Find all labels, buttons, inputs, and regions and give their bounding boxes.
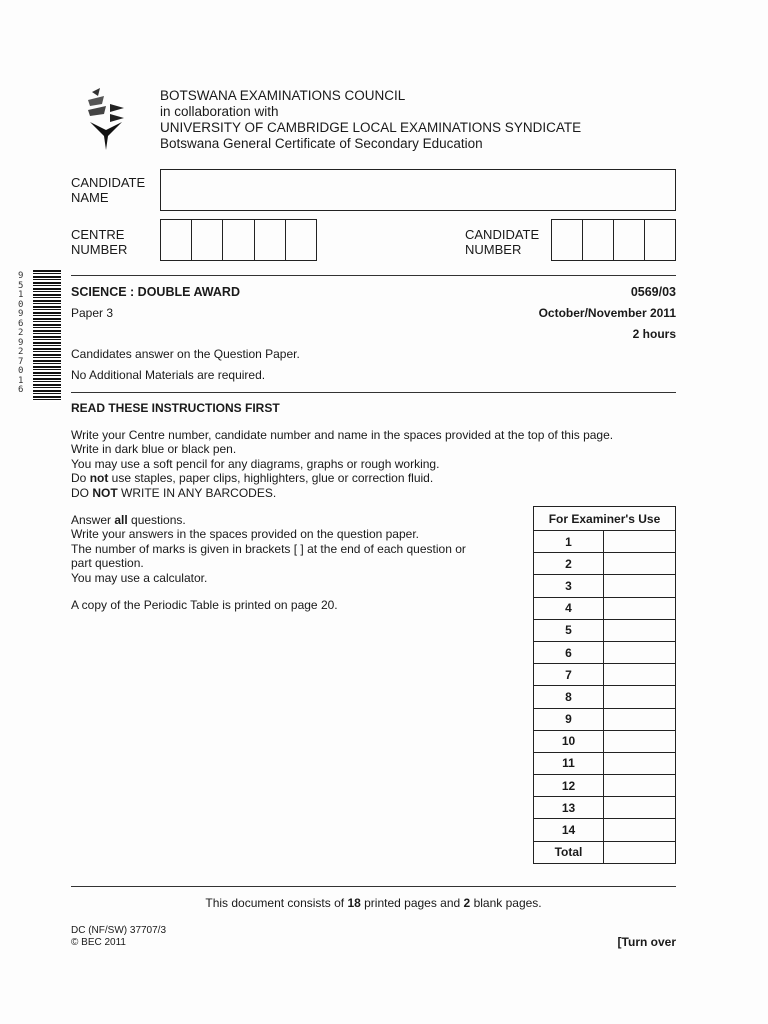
turn-over: [Turn over (617, 935, 676, 949)
examiner-row (534, 819, 676, 841)
divider-top (71, 275, 676, 276)
examiner-row (534, 797, 676, 819)
mark-cell[interactable] (604, 686, 676, 708)
mark-cell[interactable] (604, 775, 676, 797)
candidate-number-boxes[interactable] (551, 219, 676, 261)
page-count-note: This document consists of 18 printed pages and 2 blank pages. (205, 896, 542, 910)
answer-line: Answer all questions. (71, 513, 186, 527)
instruction-line: Write in dark blue or black pen. (71, 442, 237, 456)
question-number: 12 (534, 775, 604, 797)
candidate-name-box[interactable] (160, 169, 676, 211)
mark-cell[interactable] (604, 819, 676, 841)
examiner-use-title: For Examiner's Use (534, 507, 676, 531)
mark-cell[interactable] (604, 664, 676, 686)
question-number: 1 (534, 531, 604, 553)
candidate-name-label: CANDIDATE NAME (71, 175, 146, 205)
examiner-row (534, 664, 676, 686)
council-name: BOTSWANA EXAMINATIONS COUNCIL (160, 88, 406, 103)
centre-number-boxes[interactable] (160, 219, 317, 261)
examiner-row (534, 708, 676, 730)
mark-cell[interactable] (604, 553, 676, 575)
examiner-row (534, 641, 676, 663)
examiner-row (534, 730, 676, 752)
examiner-row (534, 575, 676, 597)
paper-number: Paper 3 (71, 306, 114, 320)
periodic-table-note: A copy of the Periodic Table is printed on page 20. (71, 598, 338, 612)
centre-number-label: CENTRE NUMBER (71, 227, 128, 257)
instruction-line: DO NOT WRITE IN ANY BARCODES. (71, 486, 277, 500)
examiner-row (534, 531, 676, 553)
question-number: 6 (534, 641, 604, 663)
examiner-row (534, 597, 676, 619)
answer-line: You may use a calculator. (71, 571, 208, 585)
instruction-line: You may use a soft pencil for any diagrams, graphs or rough working. (71, 457, 440, 471)
question-number: 9 (534, 708, 604, 730)
answer-line: part question. (71, 556, 144, 570)
copyright: © BEC 2011 (71, 937, 126, 948)
mark-cell[interactable] (604, 752, 676, 774)
bec-logo (84, 86, 128, 152)
instruction-line: Do not use staples, paper clips, highlighters, glue or correction fluid. (71, 471, 434, 485)
barcode (33, 270, 61, 402)
candidate-number-label: CANDIDATE NUMBER (465, 227, 540, 257)
examiner-total-row (534, 841, 676, 863)
question-number: 3 (534, 575, 604, 597)
certificate-name: Botswana General Certificate of Secondary Education (160, 136, 483, 151)
question-number: 7 (534, 664, 604, 686)
examiner-row (534, 686, 676, 708)
divider-footer (71, 886, 676, 887)
question-number: 14 (534, 819, 604, 841)
answer-line: Write your answers in the spaces provided on the question paper. (71, 527, 419, 541)
examiner-row (534, 619, 676, 641)
question-number: 11 (534, 752, 604, 774)
subject-title: SCIENCE : DOUBLE AWARD (71, 285, 240, 299)
barcode-number: 9 5 1 0 9 6 2 9 2 7 0 1 6 (18, 271, 24, 395)
question-number: 10 (534, 730, 604, 752)
instruction-line: Write your Centre number, candidate number and name in the spaces provided at the top of this page. (71, 428, 614, 442)
question-number: 13 (534, 797, 604, 819)
exam-session: October/November 2011 (538, 306, 676, 320)
total-mark-cell[interactable] (604, 841, 676, 863)
examiner-use-table (533, 506, 676, 864)
answer-line: The number of marks is given in brackets [ ] at the end of each question or (71, 542, 466, 556)
syndicate-name: UNIVERSITY OF CAMBRIDGE LOCAL EXAMINATIONS SYNDICATE (160, 120, 582, 135)
paper-code: 0569/03 (630, 285, 676, 299)
examiner-row (534, 553, 676, 575)
mark-cell[interactable] (604, 797, 676, 819)
question-number: 2 (534, 553, 604, 575)
mark-cell[interactable] (604, 708, 676, 730)
collaboration-text: in collaboration with (160, 104, 279, 119)
mark-cell[interactable] (604, 597, 676, 619)
examiner-row (534, 775, 676, 797)
mark-cell[interactable] (604, 575, 676, 597)
mark-cell[interactable] (604, 641, 676, 663)
exam-duration: 2 hours (632, 327, 676, 341)
materials-note: No Additional Materials are required. (71, 368, 266, 382)
mark-cell[interactable] (604, 531, 676, 553)
divider-instructions (71, 392, 676, 393)
instructions-heading: READ THESE INSTRUCTIONS FIRST (71, 401, 280, 415)
question-number: 8 (534, 686, 604, 708)
mark-cell[interactable] (604, 619, 676, 641)
question-number: 5 (534, 619, 604, 641)
mark-cell[interactable] (604, 730, 676, 752)
answer-on-paper: Candidates answer on the Question Paper. (71, 347, 300, 361)
examiner-row (534, 752, 676, 774)
total-label: Total (534, 841, 604, 863)
document-reference: DC (NF/SW) 37707/3 (71, 925, 167, 936)
question-number: 4 (534, 597, 604, 619)
